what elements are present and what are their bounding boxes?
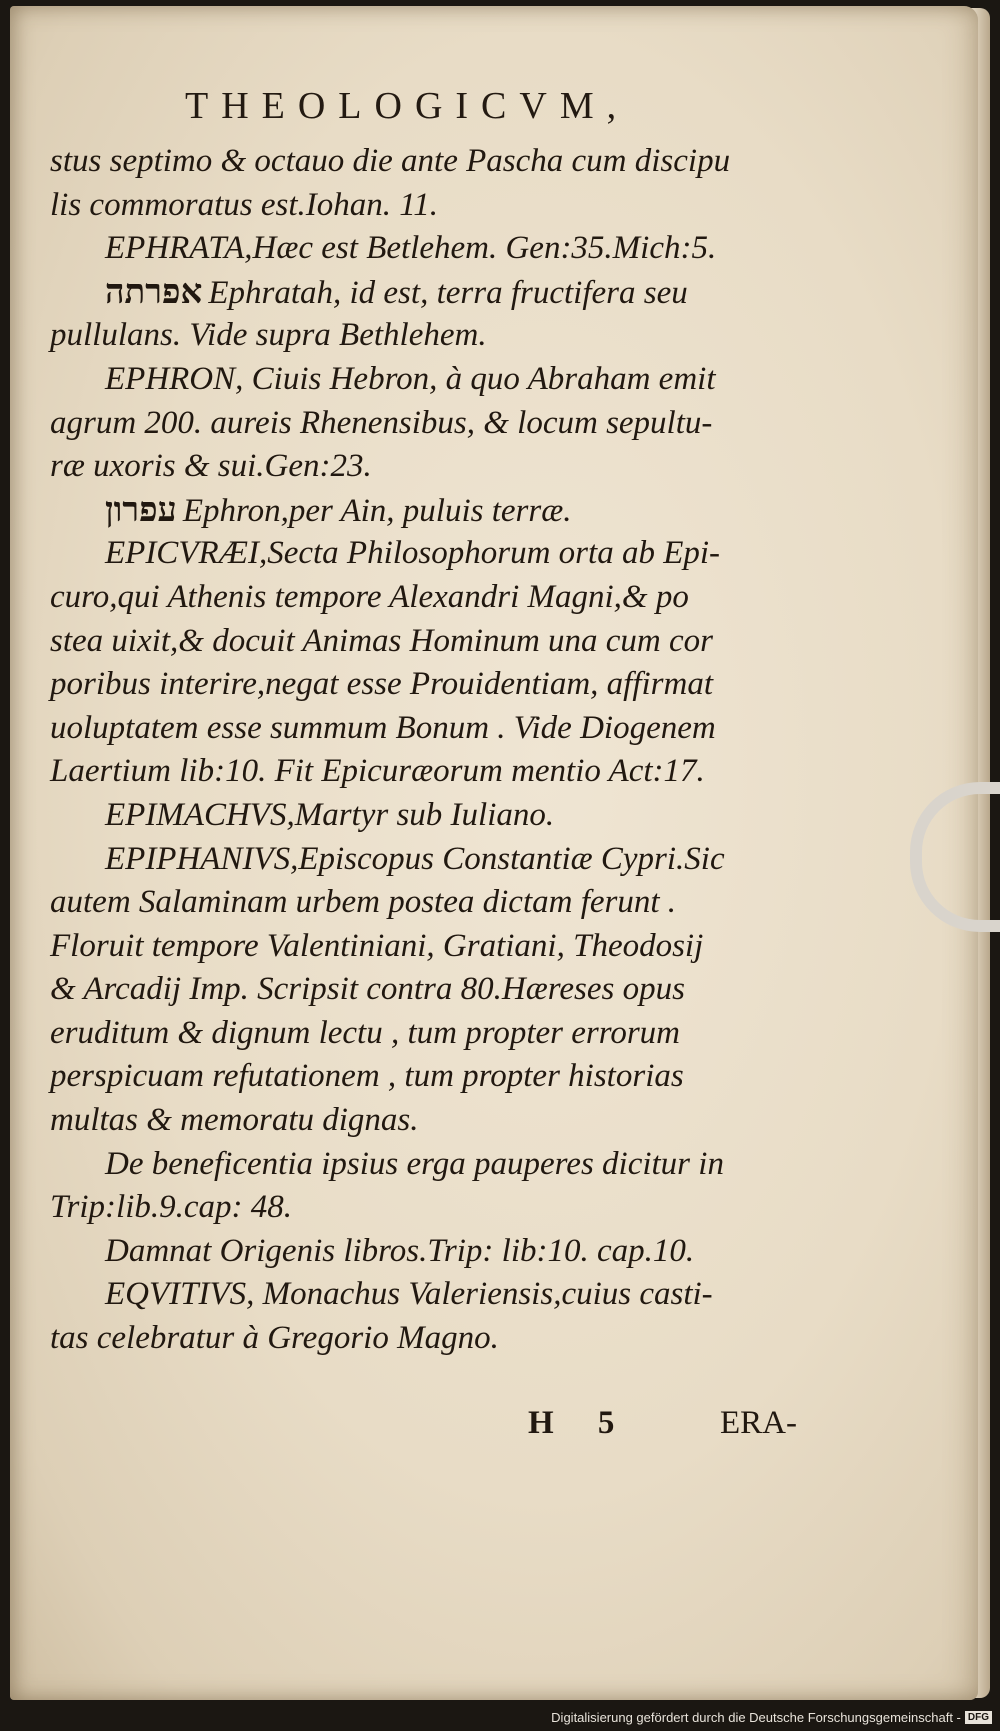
text-line <box>50 532 810 576</box>
credit-text: Digitalisierung gefördert durch die Deutsche Forschungsgemeinschaft - <box>551 1709 961 1725</box>
text-line <box>50 925 810 969</box>
text-line <box>50 227 810 271</box>
line-text: Laertium lib:10. Fit Epicuræorum mentio Act:17. <box>50 753 705 790</box>
running-header: THEOLOGICVM, <box>185 85 630 127</box>
text-line <box>50 445 810 489</box>
text-line <box>50 838 810 882</box>
hebrew-word: אפרתה <box>105 271 203 312</box>
line-text: Ephratah, id est, terra fructifera seu <box>208 274 688 311</box>
page-text-block <box>50 140 810 1361</box>
text-line <box>50 1186 810 1230</box>
line-text: Trip:lib.9.cap: 48. <box>50 1189 293 1226</box>
text-line <box>50 881 810 925</box>
text-line <box>50 1317 810 1361</box>
text-line <box>50 1230 810 1274</box>
text-line <box>50 1099 810 1143</box>
line-text: autem Salaminam urbem postea dictam ferunt . <box>50 884 677 921</box>
text-line <box>50 620 810 664</box>
line-text: curo,qui Athenis tempore Alexandri Magni,& po <box>50 578 689 615</box>
text-line <box>50 358 810 402</box>
line-text: EPIMACHVS,Martyr sub Iuliano. <box>105 796 555 833</box>
line-text: pullulans. Vide supra Bethlehem. <box>50 317 487 354</box>
text-line <box>50 707 810 751</box>
line-text: EQVITIVS, Monachus Valeriensis,cuius casti- <box>105 1276 713 1313</box>
text-line <box>50 140 810 184</box>
hebrew-word: עפרון <box>105 489 177 530</box>
text-line <box>50 663 810 707</box>
line-text: Ephron,per Ain, puluis terræ. <box>182 492 572 529</box>
text-line <box>50 1143 810 1187</box>
text-line <box>50 1012 810 1056</box>
text-line <box>50 184 810 228</box>
text-line <box>50 271 810 315</box>
line-text: agrum 200. aureis Rhenensibus, & locum sepultu- <box>50 404 713 441</box>
line-text: EPHRATA,Hæc est Betlehem. Gen:35.Mich:5. <box>105 230 717 267</box>
line-text: Floruit tempore Valentiniani, Gratiani, Theodosij <box>50 927 704 964</box>
line-text: EPHRON, Ciuis Hebron, à quo Abraham emit <box>105 360 716 397</box>
signature-mark: H 5 <box>528 1405 633 1441</box>
line-text: poribus interire,negat esse Prouidentiam, affirmat <box>50 666 714 703</box>
line-text: tas celebratur à Gregorio Magno. <box>50 1320 499 1357</box>
line-text: perspicuam refutationem , tum propter historias <box>50 1058 684 1095</box>
line-text: eruditum & dignum lectu , tum propter errorum <box>50 1014 681 1051</box>
text-line <box>50 968 810 1012</box>
line-text: Damnat Origenis libros.Trip: lib:10. cap.10. <box>105 1232 695 1269</box>
line-text: EPIPHANIVS,Episcopus Constantiæ Cypri.Sic <box>105 840 725 877</box>
line-text: stea uixit,& docuit Animas Hominum una cum cor <box>50 622 713 659</box>
line-text: uoluptatem esse summum Bonum . Vide Diogenem <box>50 709 716 746</box>
line-text: & Arcadij Imp. Scripsit contra 80.Hæreses opus <box>50 971 685 1008</box>
dfg-logo: DFG <box>965 1711 992 1724</box>
text-line <box>50 314 810 358</box>
text-line <box>50 576 810 620</box>
line-text: lis commoratus est.Iohan. 11. <box>50 186 439 223</box>
line-text: multas & memoratu dignas. <box>50 1102 419 1139</box>
text-line <box>50 402 810 446</box>
line-text: De beneficentia ipsius erga pauperes dicitur in <box>105 1145 724 1182</box>
line-text: stus septimo & octauo die ante Pascha cum discipu <box>50 143 731 179</box>
text-line <box>50 489 810 533</box>
catchword: ERA- <box>720 1405 797 1441</box>
page-footer <box>50 1405 810 1455</box>
line-text: ræ uxoris & sui.Gen:23. <box>50 448 372 485</box>
text-line <box>50 750 810 794</box>
digitization-credit <box>551 1705 992 1729</box>
text-line <box>50 1055 810 1099</box>
text-line <box>50 794 810 838</box>
line-text: EPICVRÆI,Secta Philosophorum orta ab Epi- <box>105 535 721 572</box>
text-line <box>50 1273 810 1317</box>
